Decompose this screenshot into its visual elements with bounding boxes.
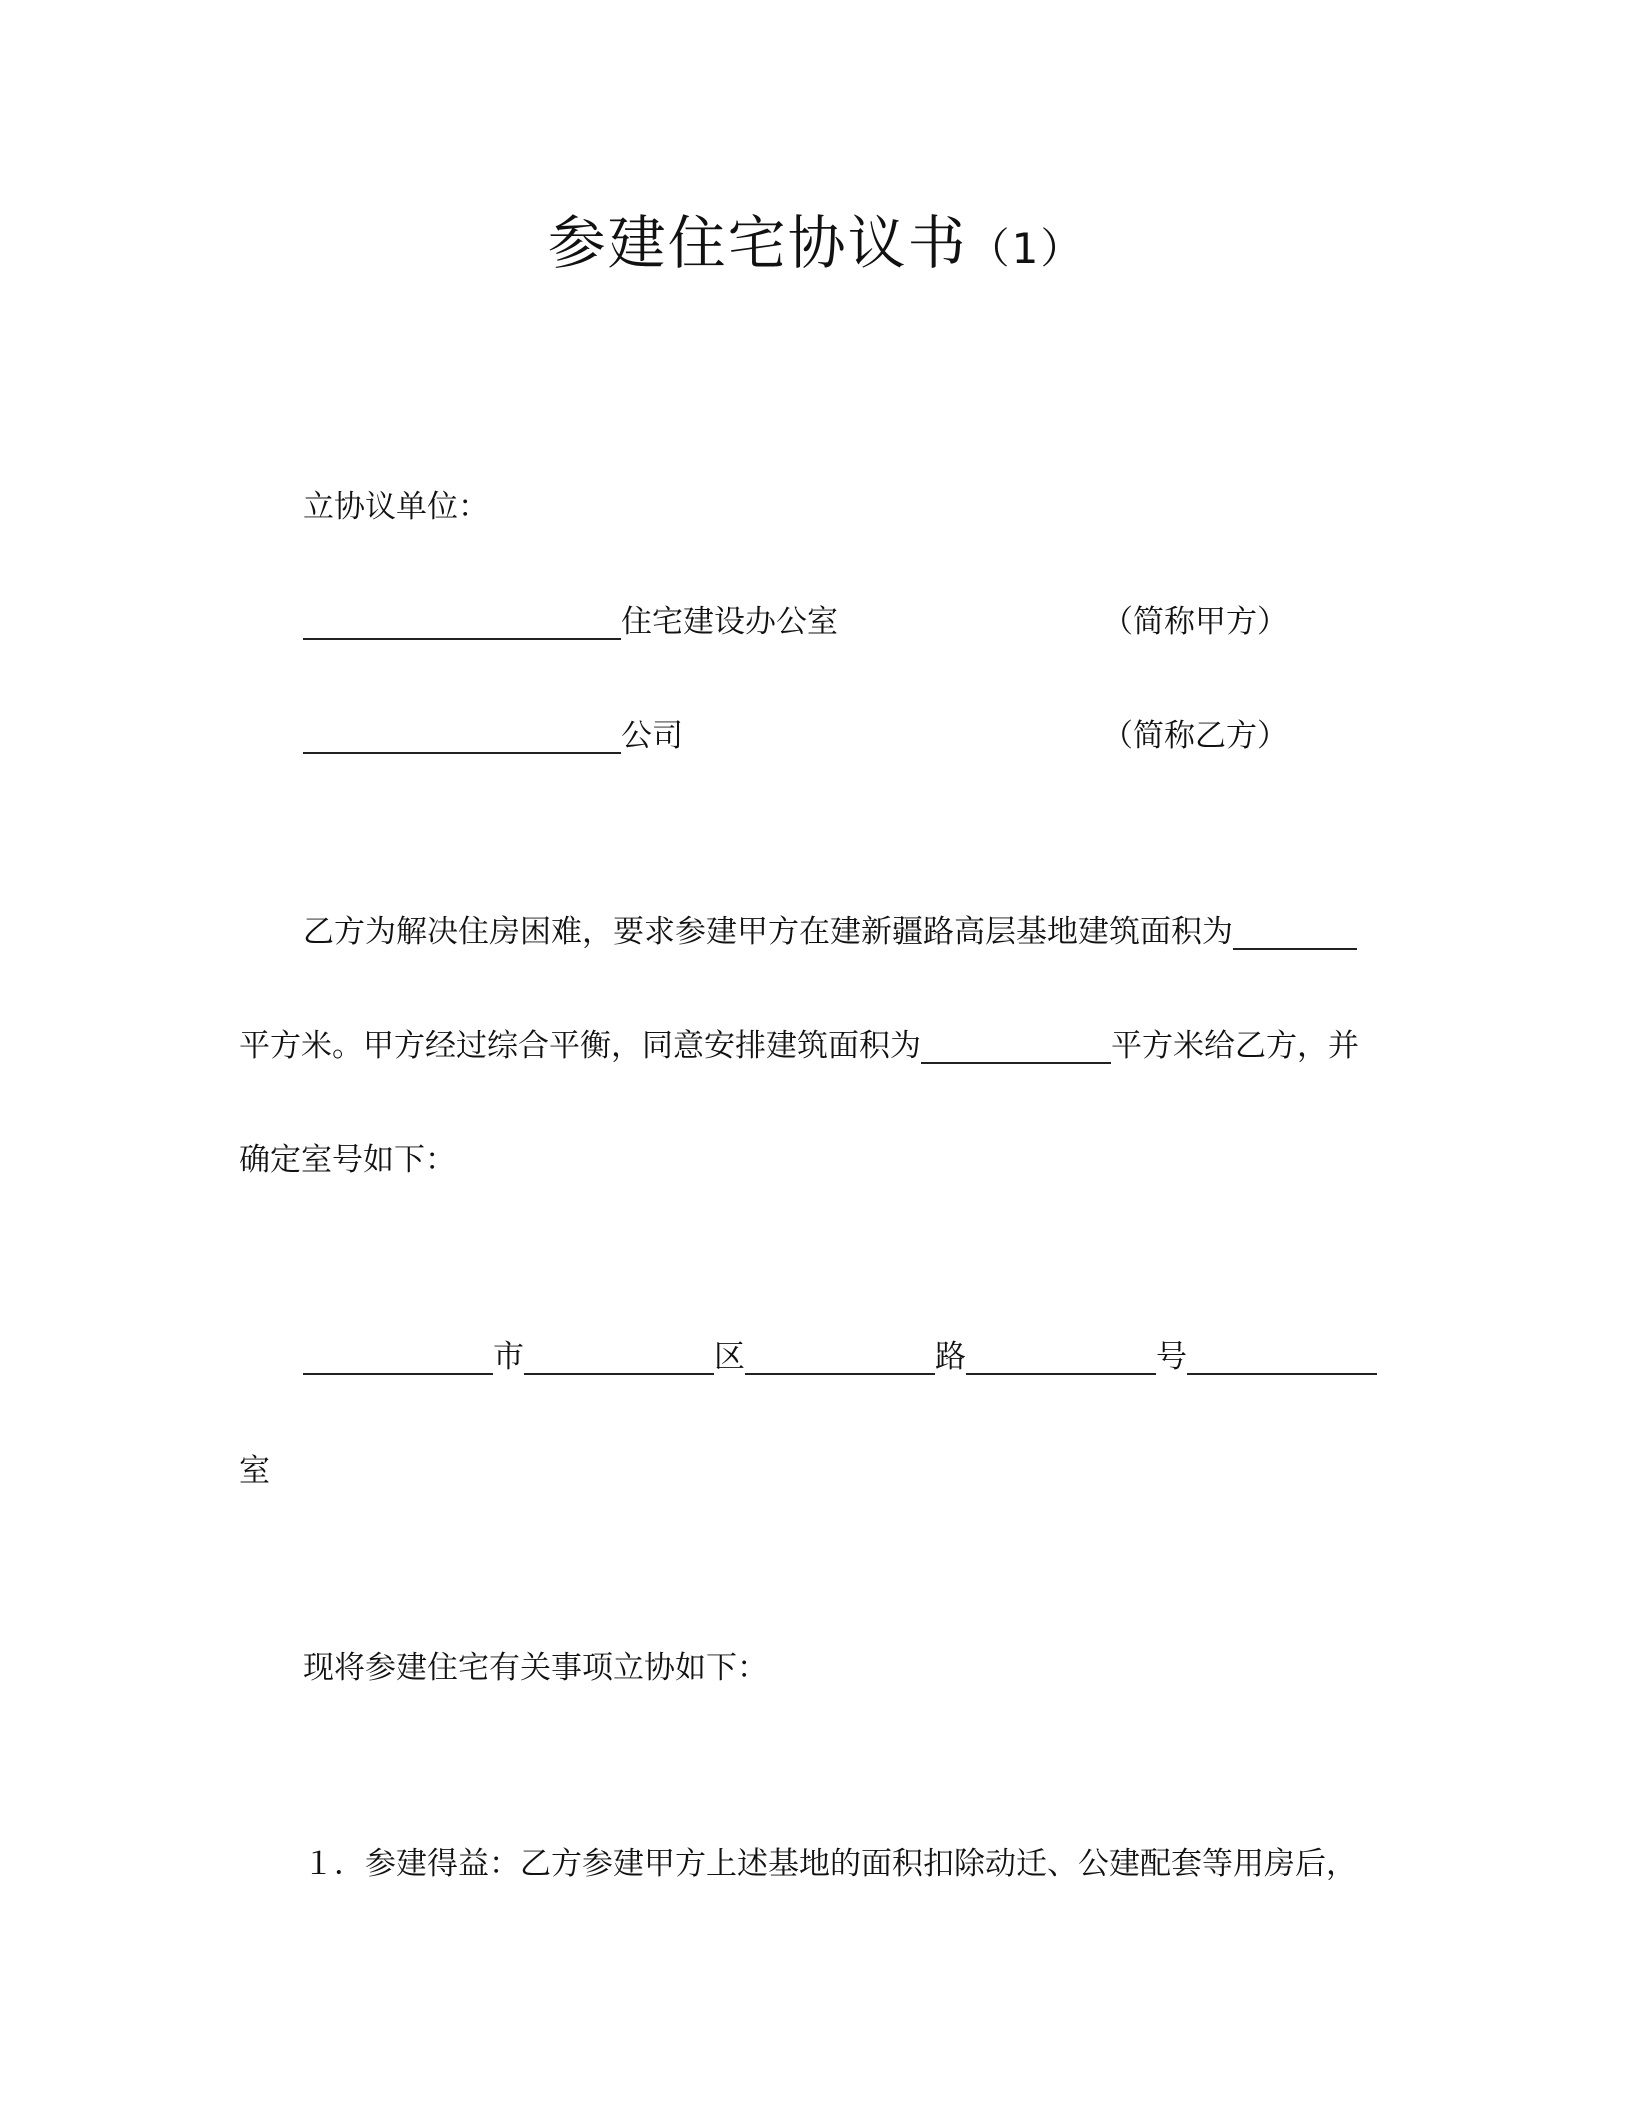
para1-line1 (303, 912, 1357, 952)
district-blank (524, 1339, 714, 1375)
title-text: 参建住宅协议书 (547, 209, 968, 277)
para1-line1-text: 乙方为解决住房困难，要求参建甲方在建新疆路高层基地建筑面积为 (303, 914, 1233, 950)
para1-line2a-text: 平方米。甲方经过综合平衡，同意安排建筑面积为 (239, 1028, 921, 1064)
city-blank (303, 1339, 493, 1375)
party-b-abbr: （简称乙方） (1102, 718, 1288, 754)
para1-line2b-text: 平方米给乙方，并 (1111, 1028, 1359, 1064)
room-label: 室 (239, 1453, 270, 1489)
area-requested-blank (1233, 914, 1357, 950)
city-label: 市 (493, 1339, 524, 1375)
para1-line2 (239, 1026, 1359, 1066)
number-label: 号 (1156, 1339, 1187, 1375)
party-b-name-suffix: 公司 (621, 718, 683, 754)
party-a-name-suffix: 住宅建设办公室 (621, 604, 838, 640)
road-blank (745, 1339, 935, 1375)
district-label: 区 (714, 1339, 745, 1375)
title-suffix: （1） (967, 224, 1085, 273)
area-granted-blank (921, 1028, 1111, 1064)
road-label: 路 (935, 1339, 966, 1375)
party-a-abbr: （简称甲方） (1102, 604, 1288, 640)
party-b-line (303, 716, 683, 756)
document-title (0, 196, 1632, 280)
party-a-name-blank (303, 604, 621, 640)
clause1 (303, 1844, 1357, 1884)
para1-line3: 确定室号如下： (239, 1142, 456, 1178)
clause1-text: 参建得益：乙方参建甲方上述基地的面积扣除动迁、公建配套等用房后， (365, 1846, 1357, 1882)
party-b-name-blank (303, 718, 621, 754)
room-blank (1187, 1339, 1377, 1375)
number-blank (966, 1339, 1156, 1375)
address-line (303, 1337, 1377, 1377)
para2: 现将参建住宅有关事项立协如下： (303, 1650, 768, 1686)
party-a-line (303, 602, 838, 642)
clause1-number: １． (303, 1846, 365, 1882)
parties-heading: 立协议单位： (303, 489, 489, 525)
